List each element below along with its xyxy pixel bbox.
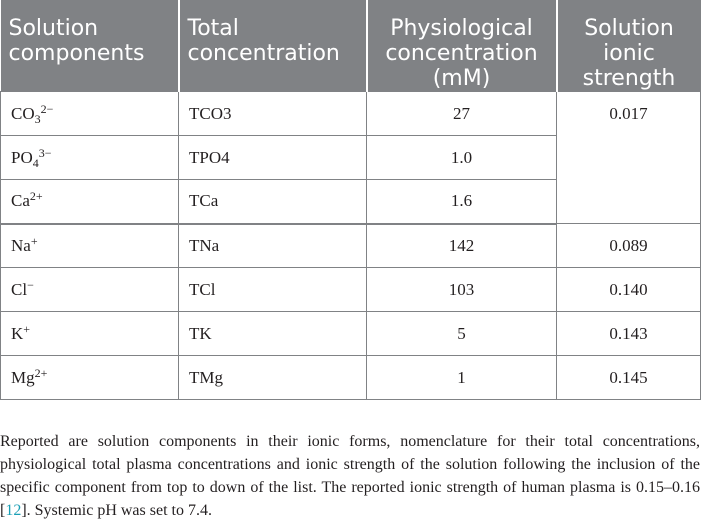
table-footnote [0,430,700,522]
ion-cell: $Ca^{2+}$ [1,180,179,224]
ionic-strength-cell: 0.140 [557,268,701,312]
ionic-strength-cell: 0.089 [557,224,701,268]
header-row [1,0,701,92]
concentration-cell: 1 [367,356,557,400]
ion-cell: $PO_4^{3-}$ [1,136,179,180]
reference-link[interactable]: 12 [5,502,22,519]
concentration-cell: 142 [367,224,557,268]
concentration-cell: 103 [367,268,557,312]
ion-cell: Na+ [1,224,179,268]
header-total-concentration: Total concentration [179,0,367,92]
total-cell: TMg [179,356,367,400]
concentration-cell: 1.6 [367,180,557,224]
footnote-text: Reported are solution components in their ionic forms, nomenclature for their total concentrations, physiological total plasma concentrations and ionic strength of the solution following the inclusion of the specific component from top to down of the list. The reported ionic strength of human plasma is 0.15–0.16 [ [0,433,700,519]
total-cell: TPO4 [179,136,367,180]
footnote-text-end: ]. Systemic pH was set to 7.4. [21,502,212,519]
header-physiological-concentration: Physiological concentration (mM) [367,0,557,92]
table-row [1,224,701,268]
ion-cell: $Mg^{2+}$ [1,356,179,400]
concentration-cell: 1.0 [367,136,557,180]
total-cell: TK [179,312,367,356]
total-cell: TCO3 [179,92,367,136]
table-row [1,312,701,356]
total-cell: TCa [179,180,367,224]
header-solution-components: Solution components [1,0,179,92]
ion-cell: K+ [1,312,179,356]
ion-cell: Cl− [1,268,179,312]
total-cell: TNa [179,224,367,268]
concentration-cell: 27 [367,92,557,136]
ionic-strength-cell: 0.143 [557,312,701,356]
table-row [1,356,701,400]
header-ionic-strength: Solution ionic strength [557,0,701,92]
ionic-strength-cell: 0.145 [557,356,701,400]
ionic-strength-cell: 0.017 [557,92,701,224]
concentration-cell: 5 [367,312,557,356]
ion-cell: $CO_3^{2-}$ [1,92,179,136]
table-row [1,268,701,312]
table-row [1,92,701,136]
total-cell: TCl [179,268,367,312]
